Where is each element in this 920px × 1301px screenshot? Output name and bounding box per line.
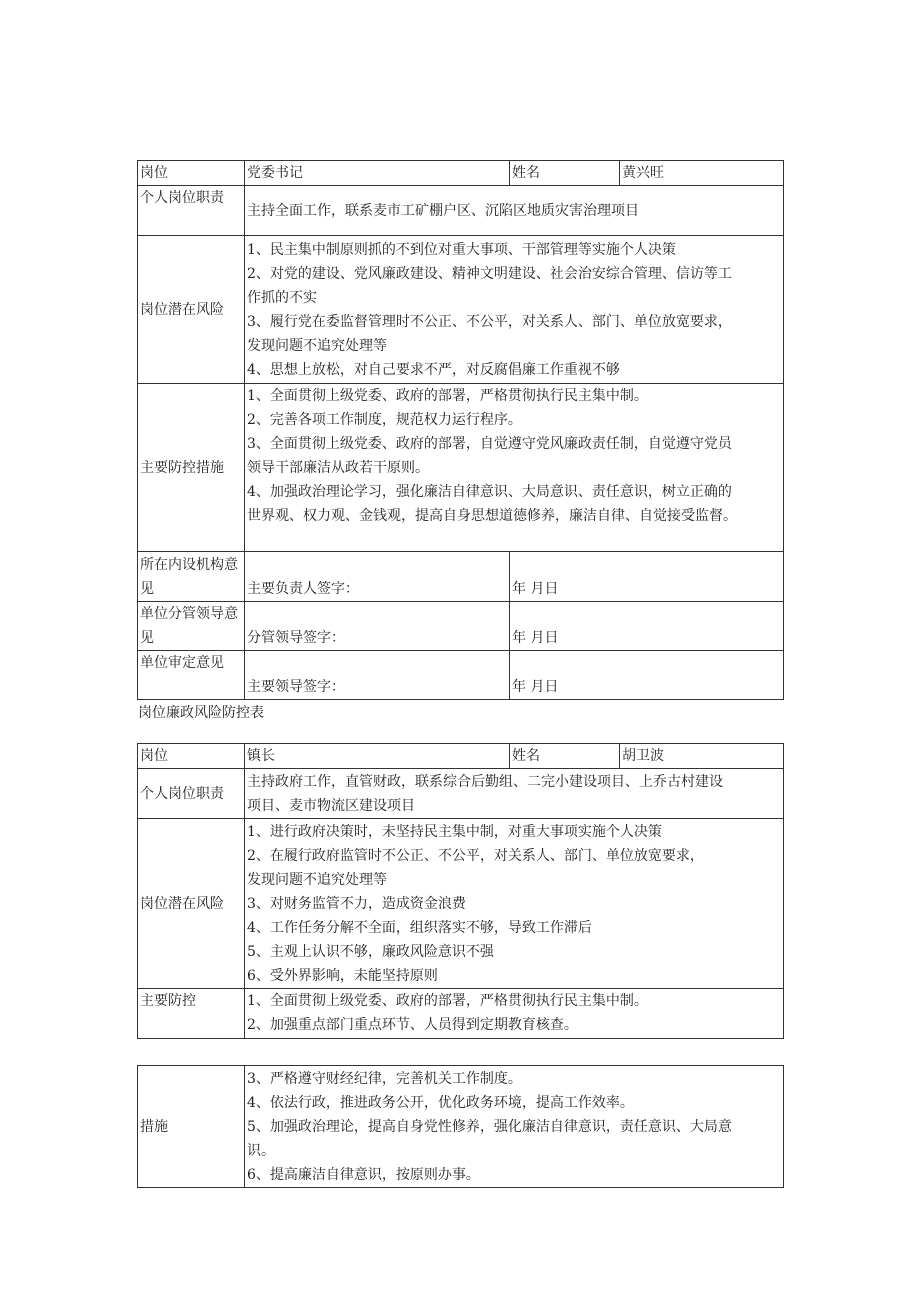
risk-table-town-mayor <box>137 743 784 1039</box>
measure-line: 1、全面贯彻上级党委、政府的部署，严格贯彻执行民主集中制。 <box>247 993 648 1009</box>
risk-list <box>245 236 784 384</box>
branch-sign: 分管领导签字： <box>245 602 510 651</box>
name-value: 胡卫波 <box>620 744 784 769</box>
name-label: 姓名 <box>510 161 620 186</box>
risk-line: 作抓的不实 <box>247 289 317 306</box>
duty-label: 个人岗位职责 <box>138 769 245 819</box>
name-label: 姓名 <box>510 744 620 769</box>
risk-line: 1、进行政府决策时，未坚持民主集中制，对重大事项实施个人决策 <box>247 823 662 840</box>
risk-line: 6、受外界影响，未能坚持原则 <box>247 967 438 984</box>
risk-line: 1、民主集中制原则抓的不到位对重大事项、干部管理等实施个人决策 <box>247 241 676 258</box>
duty-line: 主持政府工作，直管财政，联系综合后勤组、二完小建设项目、上乔古村建设 <box>247 773 723 790</box>
risk-list <box>245 819 784 989</box>
risk-line: 3、对财务监管不力，造成资金浪费 <box>247 895 466 912</box>
risk-line: 发现问题不追究处理等 <box>247 871 387 888</box>
unit-sign: 主要领导签字： <box>245 651 510 700</box>
post-value: 镇长 <box>245 744 510 769</box>
post-label: 岗位 <box>138 161 245 186</box>
measure-line: 4、加强政治理论学习，强化廉洁自律意识、大局意识、责任意识，树立正确的 <box>247 484 732 500</box>
measure-label: 主要防控 <box>138 989 245 1039</box>
risk-label: 岗位潜在风险 <box>138 819 245 989</box>
risk-line: 2、在履行政府监管时不公正、不公平，对关系人、部门、单位放宽要求， <box>247 847 704 864</box>
duty-line: 项目、麦市物流区建设项目 <box>247 797 415 814</box>
branch-date: 年 月日 <box>510 602 784 651</box>
risk-line: 4、思想上放松，对自己要求不严，对反腐倡廉工作重视不够 <box>247 361 620 378</box>
post-label: 岗位 <box>138 744 245 769</box>
risk-line: 2、对党的建设、党风廉政建设、精神文明建设、社会治安综合管理、信访等工 <box>247 265 732 282</box>
risk-label: 岗位潜在风险 <box>138 236 245 384</box>
duty-label: 个人岗位职责 <box>138 186 245 236</box>
measure-line: 5、加强政治理论，提高自身党性修养，强化廉洁自律意识，责任意识、大局意 <box>247 1118 732 1135</box>
measure-line: 2、加强重点部门重点环节、人员得到定期教育核查。 <box>247 1017 578 1033</box>
measure-label: 措施 <box>138 1066 245 1188</box>
table-caption: 岗位廉政风险防控表 <box>138 705 264 721</box>
measure-list <box>245 1066 784 1188</box>
internal-sign: 主要负责人签字： <box>245 552 510 602</box>
measure-line: 识。 <box>247 1142 275 1159</box>
measure-list <box>245 384 784 552</box>
measure-line: 2、完善各项工作制度，规范权力运行程序。 <box>247 412 522 428</box>
branch-opinion-label: 单位分管领导意见 <box>138 602 245 651</box>
risk-line: 5、主观上认识不够，廉政风险意识不强 <box>247 943 494 960</box>
measure-line: 领导干部廉洁从政若干原则。 <box>247 460 429 476</box>
duty-list <box>245 769 784 819</box>
risk-line: 3、履行党在委监督管理时不公正、不公平，对关系人、部门、单位放宽要求， <box>247 313 732 330</box>
measure-line: 4、依法行政，推进政务公开，优化政务环境，提高工作效率。 <box>247 1094 634 1111</box>
internal-date: 年 月日 <box>510 552 784 602</box>
measure-line: 6、提高廉洁自律意识，按原则办事。 <box>247 1166 480 1183</box>
risk-table-continuation <box>137 1065 784 1188</box>
measure-line: 3、严格遵守财经纪律，完善机关工作制度。 <box>247 1070 522 1087</box>
duty-text: 主持全面工作，联系麦市工矿棚户区、沉陷区地质灾害治理项目 <box>245 186 784 236</box>
post-value: 党委书记 <box>245 161 510 186</box>
internal-opinion-label: 所在内设机构意见 <box>138 552 245 602</box>
risk-line: 4、工作任务分解不全面，组织落实不够，导致工作滞后 <box>247 919 592 936</box>
measure-line: 1、全面贯彻上级党委、政府的部署，严格贯彻执行民主集中制。 <box>247 388 648 404</box>
risk-table-party-secretary <box>137 160 784 700</box>
measure-line: 3、全面贯彻上级党委、政府的部署，自觉遵守党风廉政责任制，自觉遵守党员 <box>247 436 732 452</box>
risk-line: 发现问题不追究处理等 <box>247 337 387 354</box>
measure-label: 主要防控措施 <box>138 384 245 552</box>
unit-date: 年 月日 <box>510 651 784 700</box>
measure-list <box>245 989 784 1039</box>
measure-line: 世界观、权力观、金钱观，提高自身思想道德修养，廉洁自律、自觉接受监督。 <box>247 508 737 524</box>
unit-opinion-label: 单位审定意见 <box>138 651 245 700</box>
name-value: 黄兴旺 <box>620 161 784 186</box>
